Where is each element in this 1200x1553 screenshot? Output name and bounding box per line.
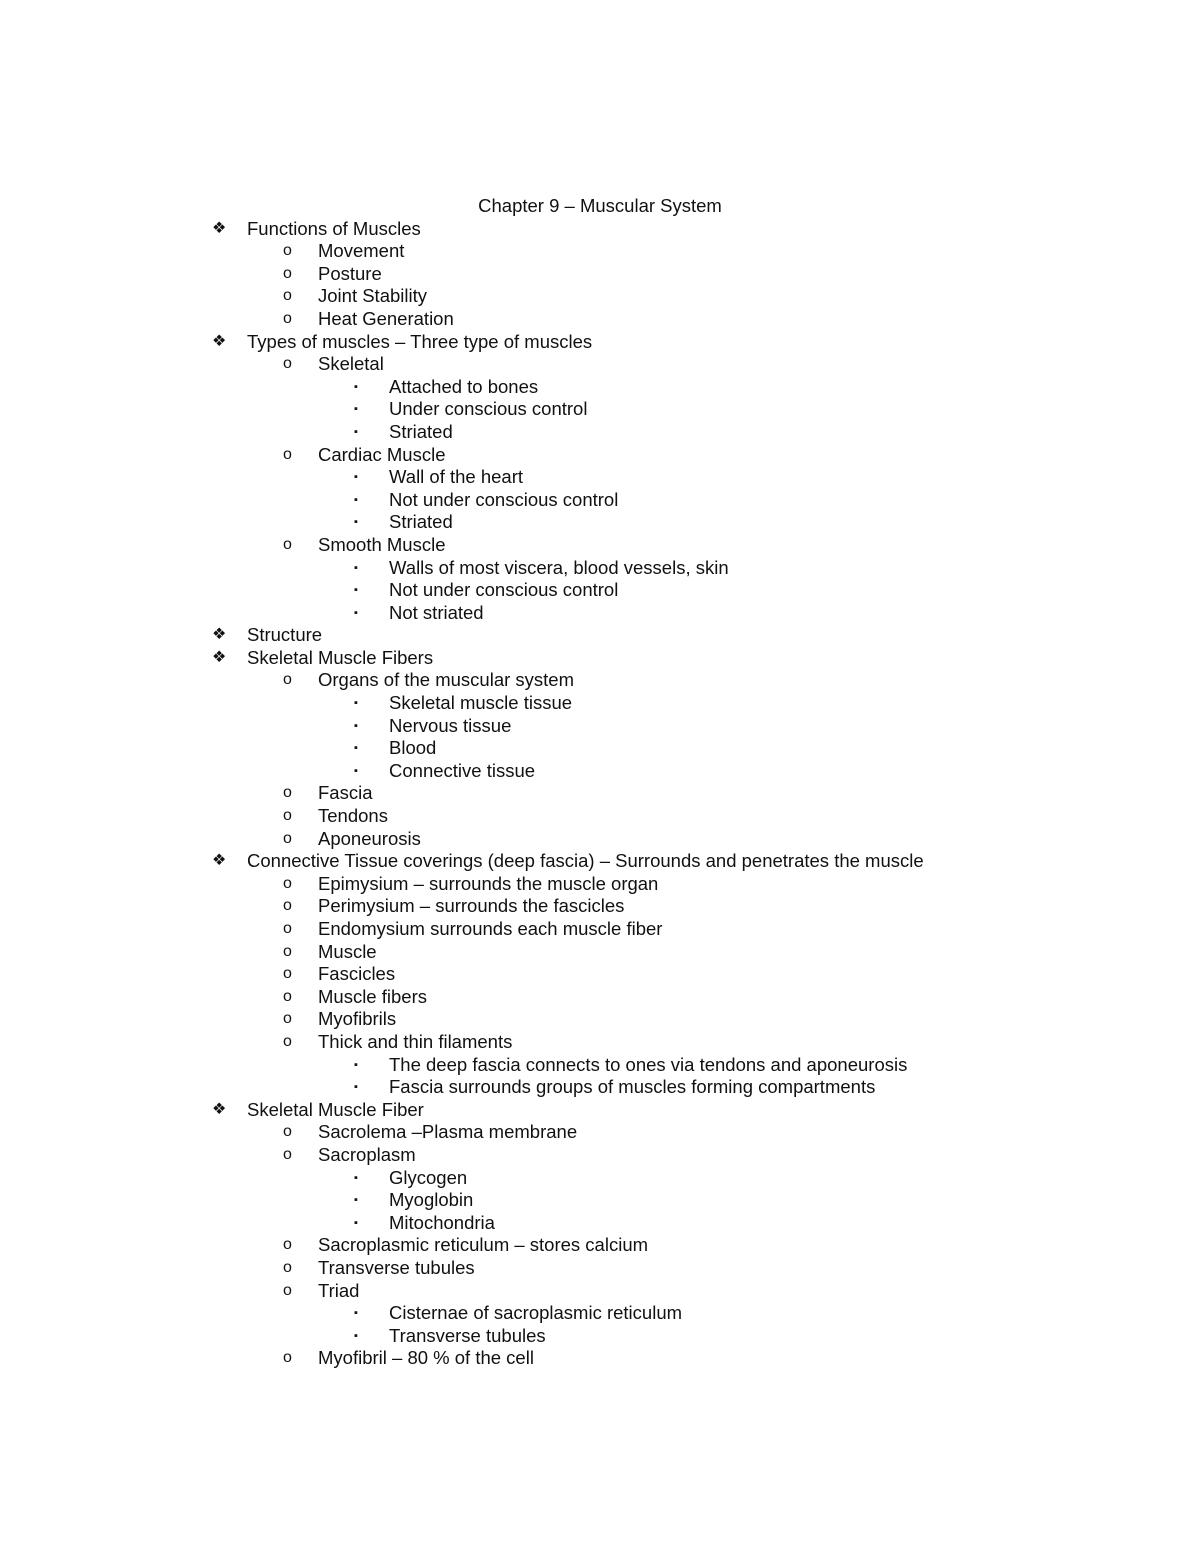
circle-bullet-icon: o	[283, 1145, 292, 1163]
circle-bullet-icon: o	[283, 920, 292, 937]
outline-item-level-1	[0, 331, 1200, 354]
outline-item-text: Connective Tissue coverings (deep fascia) – Surrounds and penetrates the muscle	[247, 850, 924, 872]
square-bullet-icon: ▪	[354, 403, 358, 416]
outline-item-level-3	[0, 1325, 1200, 1348]
outline-item-level-2	[0, 1121, 1200, 1144]
page-title: Chapter 9 – Muscular System	[478, 195, 722, 216]
diamond-bullet-icon: ❖	[212, 1100, 227, 1118]
outline-item-level-3	[0, 1076, 1200, 1099]
outline-item-text: Functions of Muscles	[247, 217, 421, 239]
circle-bullet-icon: o	[283, 242, 292, 260]
outline-item-level-2	[0, 1144, 1200, 1167]
circle-bullet-icon: o	[283, 1032, 292, 1050]
outline-item-text: Movement	[318, 240, 405, 262]
outline-item-level-2	[0, 1257, 1200, 1280]
outline-item-level-2	[0, 986, 1200, 1009]
outline-item-level-1	[0, 850, 1200, 873]
outline-item-text: Glycogen	[389, 1166, 468, 1188]
square-bullet-icon: ▪	[354, 1307, 358, 1320]
circle-bullet-icon: o	[283, 965, 292, 983]
circle-bullet-icon: o	[283, 1281, 292, 1299]
outline-item-text: Walls of most viscera, blood vessels, skin	[389, 556, 729, 578]
outline-item-text: Skeletal Muscle Fiber	[247, 1098, 424, 1120]
outline-item-text: Skeletal muscle tissue	[389, 692, 573, 714]
outline-item-level-1	[0, 647, 1200, 670]
outline-item-level-2	[0, 1347, 1200, 1370]
circle-bullet-icon: o	[283, 1123, 292, 1141]
square-bullet-icon: ▪	[354, 1329, 358, 1342]
outline-item-level-2	[0, 873, 1200, 896]
outline-item-text: Connective tissue	[389, 759, 536, 781]
outline-item-text: Muscle fibers	[318, 985, 427, 1007]
outline-item-level-1	[0, 218, 1200, 241]
outline-item-text: Structure	[247, 624, 323, 646]
outline-item-level-3	[0, 602, 1200, 625]
outline-item-text: The deep fascia connects to ones via tendons and aponeurosis	[389, 1053, 908, 1075]
square-bullet-icon: ▪	[354, 516, 358, 529]
outline-item-text: Cardiac Muscle	[318, 443, 446, 465]
square-bullet-icon: ▪	[354, 1194, 358, 1207]
outline-item-text: Fascia	[318, 782, 373, 804]
circle-bullet-icon: o	[283, 874, 292, 892]
square-bullet-icon: ▪	[354, 561, 358, 574]
outline-item-level-3	[0, 557, 1200, 580]
circle-bullet-icon: o	[283, 1010, 292, 1028]
outline-item-text: Myoglobin	[389, 1189, 474, 1211]
circle-bullet-icon: o	[283, 987, 292, 1005]
outline-item-text: Types of muscles – Three type of muscles	[247, 330, 593, 352]
outline-item-level-3	[0, 760, 1200, 783]
diamond-bullet-icon: ❖	[212, 219, 227, 237]
outline-item-text: Not striated	[389, 601, 484, 623]
outline-item-level-2	[0, 782, 1200, 805]
outline-item-text: Mitochondria	[389, 1211, 495, 1233]
outline-item-text: Blood	[389, 737, 437, 759]
outline-item-text: Striated	[389, 511, 453, 533]
square-bullet-icon: ▪	[354, 1058, 358, 1071]
diamond-bullet-icon: ❖	[212, 648, 227, 666]
outline-item-text: Myofibrils	[318, 1008, 397, 1030]
outline-item-text: Smooth Muscle	[318, 533, 446, 555]
outline-item-text: Cisternae of sacroplasmic reticulum	[389, 1302, 683, 1324]
outline-item-text: Not under conscious control	[389, 579, 619, 601]
outline-item-level-3	[0, 489, 1200, 512]
outline-item-text: Sacroplasm	[318, 1143, 416, 1165]
outline-item-level-3	[0, 398, 1200, 421]
outline-item-level-3	[0, 579, 1200, 602]
outline-item-level-3	[0, 1302, 1200, 1325]
outline-item-text: Posture	[318, 262, 382, 284]
outline-item-level-2	[0, 263, 1200, 286]
diamond-bullet-icon: ❖	[212, 626, 227, 644]
outline-item-level-2	[0, 1008, 1200, 1031]
outline-item-text: Skeletal Muscle Fibers	[247, 646, 434, 668]
outline-item-text: Organs of the muscular system	[318, 669, 575, 691]
outline-item-text: Not under conscious control	[389, 488, 619, 510]
outline-item-level-2	[0, 1031, 1200, 1054]
outline-item-level-2	[0, 669, 1200, 692]
outline-item-text: Under conscious control	[389, 398, 588, 420]
circle-bullet-icon: o	[283, 897, 292, 915]
outline-item-text: Epimysium – surrounds the muscle organ	[318, 872, 659, 894]
outline-item-text: Aponeurosis	[318, 827, 421, 849]
outline-item-level-2	[0, 941, 1200, 964]
outline-list	[0, 218, 1200, 1370]
outline-item-text: Joint Stability	[318, 285, 427, 307]
outline-item-text: Heat Generation	[318, 307, 454, 329]
square-bullet-icon: ▪	[354, 1216, 358, 1229]
square-bullet-icon: ▪	[354, 380, 358, 393]
circle-bullet-icon: o	[283, 355, 292, 373]
square-bullet-icon: ▪	[354, 471, 358, 484]
outline-item-level-2	[0, 308, 1200, 331]
outline-item-level-1	[0, 624, 1200, 647]
outline-item-level-3	[0, 1054, 1200, 1077]
diamond-bullet-icon: ❖	[212, 332, 227, 350]
outline-item-level-2	[0, 353, 1200, 376]
outline-item-level-3	[0, 692, 1200, 715]
circle-bullet-icon: o	[283, 1349, 292, 1367]
circle-bullet-icon: o	[283, 671, 292, 689]
outline-item-level-3	[0, 511, 1200, 534]
outline-item-text: Transverse tubules	[389, 1324, 546, 1346]
outline-item-text: Wall of the heart	[389, 466, 524, 488]
outline-item-level-3	[0, 1189, 1200, 1212]
outline-item-text: Sacroplasmic reticulum – stores calcium	[318, 1234, 649, 1256]
circle-bullet-icon: o	[283, 942, 292, 960]
circle-bullet-icon: o	[283, 264, 292, 282]
circle-bullet-icon: o	[283, 309, 292, 327]
outline-item-text: Myofibril – 80 % of the cell	[318, 1347, 534, 1369]
outline-item-text: Triad	[318, 1279, 360, 1301]
circle-bullet-icon: o	[283, 807, 292, 825]
outline-item-level-2	[0, 805, 1200, 828]
outline-item-level-2	[0, 240, 1200, 263]
square-bullet-icon: ▪	[354, 425, 358, 438]
outline-item-level-2	[0, 828, 1200, 851]
square-bullet-icon: ▪	[354, 719, 358, 732]
outline-item-text: Fascicles	[318, 963, 396, 985]
diamond-bullet-icon: ❖	[212, 852, 227, 870]
outline-item-level-2	[0, 918, 1200, 941]
outline-item-level-3	[0, 466, 1200, 489]
circle-bullet-icon: o	[283, 535, 292, 553]
outline-item-level-2	[0, 285, 1200, 308]
outline-item-level-3	[0, 1167, 1200, 1190]
circle-bullet-icon: o	[283, 829, 292, 847]
outline-item-level-2	[0, 1280, 1200, 1303]
outline-item-text: Perimysium – surrounds the fascicles	[318, 895, 625, 917]
outline-item-text: Tendons	[318, 805, 388, 827]
outline-item-level-2	[0, 534, 1200, 557]
outline-item-level-3	[0, 421, 1200, 444]
outline-item-level-2	[0, 895, 1200, 918]
square-bullet-icon: ▪	[354, 493, 358, 506]
circle-bullet-icon: o	[283, 784, 292, 802]
outline-item-level-3	[0, 737, 1200, 760]
outline-item-level-3	[0, 1212, 1200, 1235]
outline-item-text: Sacrolema –Plasma membrane	[318, 1121, 578, 1143]
circle-bullet-icon: o	[283, 287, 292, 305]
square-bullet-icon: ▪	[354, 606, 358, 619]
circle-bullet-icon: o	[283, 445, 292, 463]
outline-item-text: Fascia surrounds groups of muscles forming compartments	[389, 1076, 876, 1098]
square-bullet-icon: ▪	[354, 584, 358, 597]
square-bullet-icon: ▪	[354, 742, 358, 755]
square-bullet-icon: ▪	[354, 764, 358, 777]
outline-item-text: Transverse tubules	[318, 1256, 475, 1278]
square-bullet-icon: ▪	[354, 1171, 358, 1184]
outline-item-text: Attached to bones	[389, 375, 539, 397]
outline-item-text: Endomysium surrounds each muscle fiber	[318, 918, 663, 939]
outline-item-level-3	[0, 715, 1200, 738]
circle-bullet-icon: o	[283, 1236, 292, 1254]
square-bullet-icon: ▪	[354, 1081, 358, 1094]
outline-item-text: Thick and thin filaments	[318, 1030, 513, 1052]
outline-item-level-2	[0, 963, 1200, 986]
outline-item-level-2	[0, 1234, 1200, 1257]
outline-item-text: Muscle	[318, 940, 377, 962]
outline-item-text: Nervous tissue	[389, 714, 512, 736]
outline-item-level-2	[0, 444, 1200, 467]
circle-bullet-icon: o	[283, 1258, 292, 1276]
outline-item-text: Skeletal	[318, 353, 384, 375]
square-bullet-icon: ▪	[354, 697, 358, 710]
outline-item-level-1	[0, 1099, 1200, 1122]
outline-item-text: Striated	[389, 420, 453, 442]
outline-item-level-3	[0, 376, 1200, 399]
